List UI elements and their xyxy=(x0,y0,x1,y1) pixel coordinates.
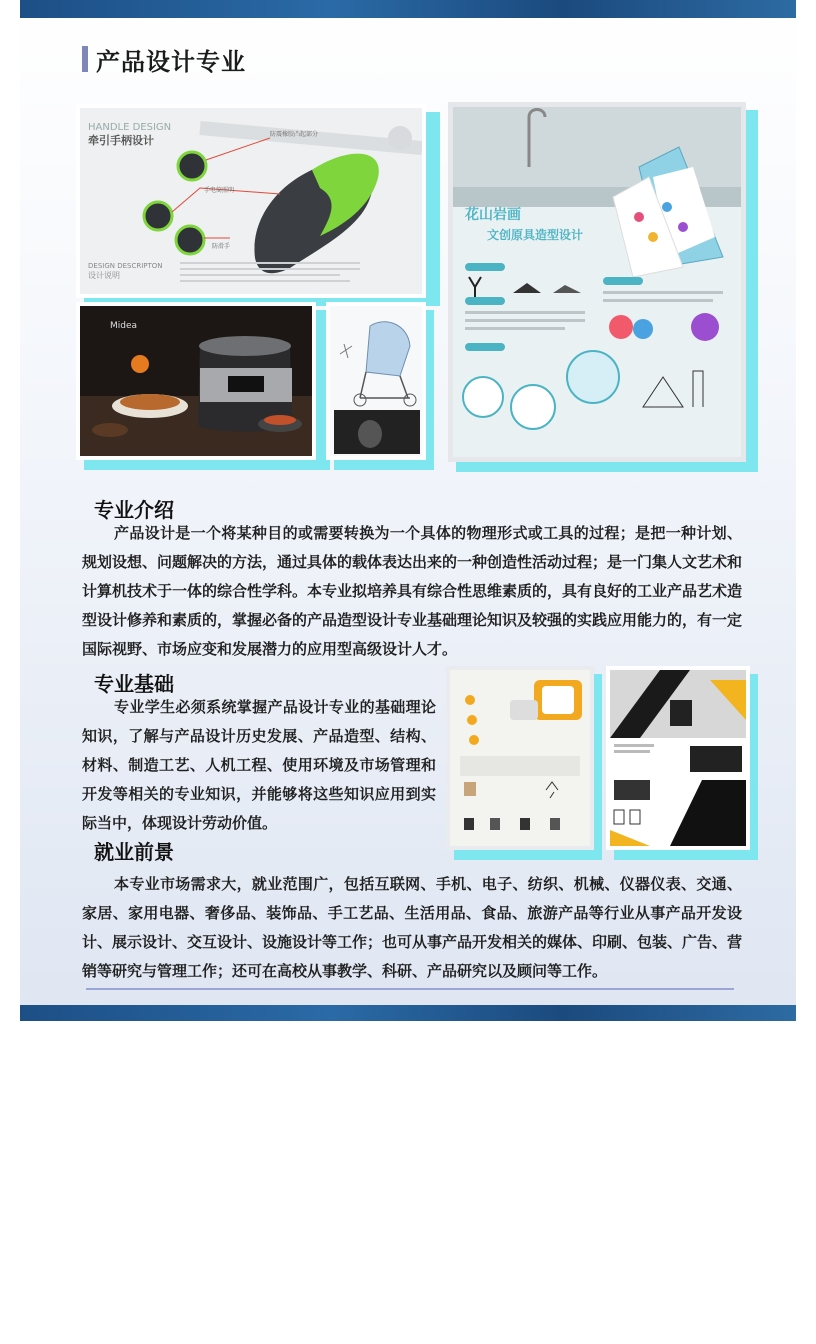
camera-board-image xyxy=(606,666,758,860)
poster-illustration xyxy=(453,107,741,457)
poster-title-2: 文创原具造型设计 xyxy=(487,228,584,242)
handle-label-1: 防震橡胶凸起部分 xyxy=(270,131,319,138)
product-board-image xyxy=(446,666,602,860)
intro-heading: 专业介绍 xyxy=(94,498,174,522)
bottom-divider xyxy=(86,988,734,990)
basics-heading: 专业基础 xyxy=(94,672,174,696)
stroller-sketch-image xyxy=(326,302,434,470)
career-paragraph: 本专业市场需求大，就业范围广，包括互联网、手机、电子、纺织、机械、仪器仪表、交通、家居、家用电器、奢侈品、装饰品、手工艺品、生活用品、食品、旅游产品等行业从事产品开发设计、展示设计、交互设计、设施设计等工作；也可从事产品开发相关的媒体、印刷、包装、广告、营销等研究与管理工作；还可在高校从事教学、科研、产品研究以及顾问等工作。 xyxy=(82,875,743,980)
bottom-band xyxy=(20,1005,796,1021)
handle-cn-title: 牵引手柄设计 xyxy=(88,134,154,147)
rice-cooker-image xyxy=(76,302,324,470)
handle-label-3: 防滑手 xyxy=(212,243,231,250)
camera-board xyxy=(610,670,746,846)
top-band xyxy=(20,0,796,18)
title-accent-bar xyxy=(82,46,88,72)
career-heading: 就业前景 xyxy=(94,840,174,864)
handle-en-title: HANDLE DESIGN xyxy=(88,122,172,133)
rock-painting-poster-image xyxy=(448,102,758,472)
section-title xyxy=(82,44,246,74)
product-board xyxy=(450,670,590,846)
page xyxy=(20,0,796,1021)
rice-cooker-photo xyxy=(80,306,312,456)
handle-label-2: 手电筒照明 xyxy=(204,187,235,194)
stroller-sketch xyxy=(330,306,422,456)
handle-design-image xyxy=(76,104,432,302)
poster-title-1: 花山岩画 xyxy=(465,207,521,223)
handle-desc-en: DESIGN DESCRIPTON xyxy=(88,262,163,270)
handle-illustration xyxy=(80,108,422,294)
intro-paragraph: 产品设计是一个将某种目的或需要转换为一个具体的物理形式或工具的过程；是把一种计划、规划设想、问题解决的方法，通过具体的载体表达出来的一种创造性活动过程；是一门集人文艺术和计算机技术于一体的综合性学科。本专业拟培养具有综合性思维素质的，具有良好的工业产品艺术造型设计修养和素质的，掌握必备的产品造型设计专业基础理论知识及较强的实践应用能力的，有一定国际视野、市场应变和发展潜力的应用型高级设计人才。 xyxy=(82,524,743,658)
handle-desc-cn: 设计说明 xyxy=(88,271,120,280)
page-title: 产品设计专业 xyxy=(96,47,246,76)
cooker-brand: Midea xyxy=(110,321,138,331)
basics-paragraph: 专业学生必须系统掌握产品设计专业的基础理论知识，了解与产品设计历史发展、产品造型、结构、材料、制造工艺、人机工程、使用环境及市场管理和开发等相关的专业知识，并能够将这些知识应用到实际当中，体现设计劳动价值。 xyxy=(82,698,436,832)
